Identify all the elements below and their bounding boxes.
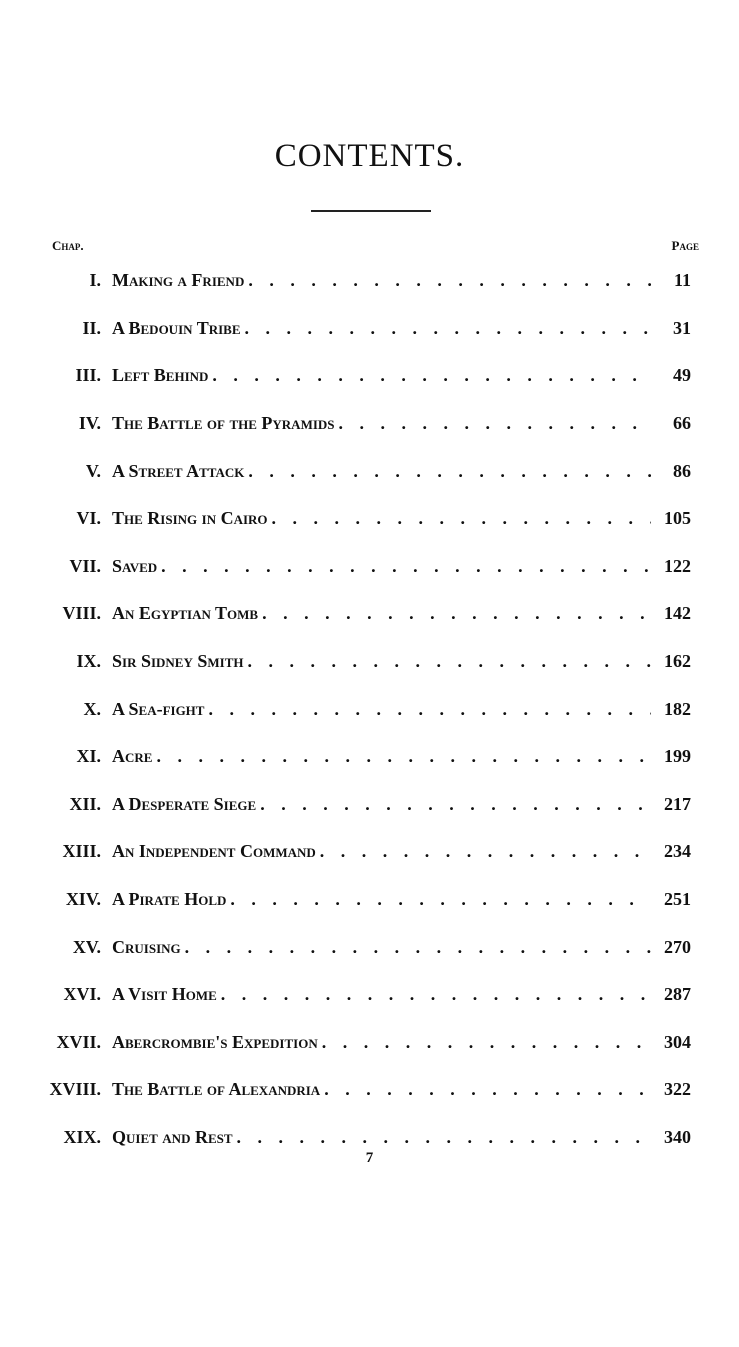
chapter-title: Sir Sidney Smith: [112, 651, 248, 671]
chapter-number: XIII.: [62, 841, 101, 862]
chapter-title-leader: [112, 270, 651, 291]
chapter-number: X.: [83, 698, 101, 719]
chapter-title-leader: [112, 889, 651, 910]
chapter-page: 270: [664, 936, 691, 957]
title-divider: [311, 210, 431, 212]
chapter-page: 162: [664, 651, 691, 672]
chapter-page: 182: [664, 698, 691, 719]
toc-row: [0, 1019, 739, 1067]
chapter-title: The Rising in Cairo: [112, 508, 272, 528]
chapter-title: A Street Attack: [112, 461, 248, 481]
chapter-page: 322: [664, 1079, 691, 1100]
chapter-number: IV.: [78, 413, 101, 434]
chapter-title-leader: [112, 603, 651, 624]
chapter-title: The Battle of Alexandria: [112, 1079, 324, 1099]
chapter-title: An Egyptian Tomb: [112, 603, 262, 623]
chapter-title: A Visit Home: [112, 984, 221, 1004]
chapter-title: The Battle of the Pyramids: [112, 413, 339, 433]
chapter-page: 105: [664, 508, 691, 529]
chapter-title: Quiet and Rest: [112, 1127, 237, 1147]
chapter-title-leader: [112, 651, 651, 672]
chapter-title: A Pirate Hold: [112, 889, 230, 909]
toc-row: [0, 305, 739, 353]
chap-column-header: Chap.: [52, 238, 84, 253]
chapter-page: 304: [664, 1031, 691, 1052]
chapter-title: A Desperate Siege: [112, 794, 260, 814]
toc-row: [0, 400, 739, 448]
chapter-title-leader: [112, 1127, 651, 1148]
chapter-title-leader: [112, 841, 651, 862]
toc-row: [0, 590, 739, 638]
toc-row: [0, 638, 739, 686]
chapter-number: I.: [89, 270, 101, 291]
chapter-title: Left Behind: [112, 365, 212, 385]
chapter-page: 142: [664, 603, 691, 624]
chapter-title-leader: [112, 794, 651, 815]
chapter-number: XIX.: [63, 1126, 101, 1147]
toc-row: [0, 828, 739, 876]
chapter-number: XVI.: [63, 984, 101, 1005]
toc-row: [0, 447, 739, 495]
chapter-title-leader: [112, 937, 651, 958]
chapter-title-leader: [112, 413, 651, 434]
chapter-page: 199: [664, 746, 691, 767]
chapter-number: XII.: [69, 793, 101, 814]
chapter-page: 11: [673, 270, 691, 291]
toc-row: [0, 876, 739, 924]
chapter-page: 122: [664, 555, 691, 576]
toc-row: [0, 923, 739, 971]
page-number: 7: [365, 1150, 374, 1166]
chapter-number: XI.: [76, 746, 101, 767]
chapter-number: II.: [82, 317, 101, 338]
chapter-number: XV.: [72, 936, 101, 957]
chapter-title: Making a Friend: [112, 270, 248, 290]
chapter-number: IX.: [76, 651, 101, 672]
chapter-title-leader: [112, 1032, 651, 1053]
chapter-page: 86: [673, 460, 691, 481]
chapter-title: A Bedouin Tribe: [112, 318, 245, 338]
chapter-title-leader: [112, 746, 651, 767]
chapter-title-leader: [112, 318, 651, 339]
toc-row: [0, 685, 739, 733]
chapter-title: Acre: [112, 746, 156, 766]
chapter-number: VI.: [76, 508, 101, 529]
chapter-title: Cruising: [112, 937, 185, 957]
toc-row: [0, 1066, 739, 1114]
chapter-number: VII.: [69, 555, 101, 576]
chapter-page: 340: [664, 1126, 691, 1147]
page-title: CONTENTS.: [274, 138, 465, 174]
chapter-title-leader: [112, 984, 651, 1005]
chapter-number: VIII.: [62, 603, 101, 624]
chapter-title-leader: [112, 556, 651, 577]
chapter-number: XIV.: [65, 889, 101, 910]
chapter-page: 49: [673, 365, 691, 386]
chapter-title: Saved: [112, 556, 161, 576]
chapter-page: 287: [664, 984, 691, 1005]
toc-row: [0, 257, 739, 305]
toc-row: [0, 495, 739, 543]
table-of-contents: [0, 257, 739, 1161]
chapter-page: 251: [664, 889, 691, 910]
toc-row: [0, 352, 739, 400]
chapter-title-leader: [112, 1079, 651, 1100]
chapter-title-leader: [112, 699, 651, 720]
chapter-number: XVII.: [56, 1031, 101, 1052]
chapter-title-leader: [112, 365, 651, 386]
chapter-title-leader: [112, 461, 651, 482]
toc-row: [0, 781, 739, 829]
toc-row: [0, 733, 739, 781]
chapter-title: An Independent Command: [112, 841, 320, 861]
page-column-header: Page: [671, 238, 699, 253]
chapter-number: XVIII.: [49, 1079, 101, 1100]
chapter-page: 234: [664, 841, 691, 862]
chapter-title: A Sea-fight: [112, 699, 208, 719]
chapter-number: V.: [85, 460, 101, 481]
chapter-page: 31: [673, 317, 691, 338]
chapter-page: 217: [664, 793, 691, 814]
chapter-page: 66: [673, 413, 691, 434]
chapter-title-leader: [112, 508, 651, 529]
chapter-title: Abercrombie's Expedition: [112, 1032, 322, 1052]
toc-row: [0, 971, 739, 1019]
toc-row: [0, 543, 739, 591]
chapter-number: III.: [75, 365, 101, 386]
